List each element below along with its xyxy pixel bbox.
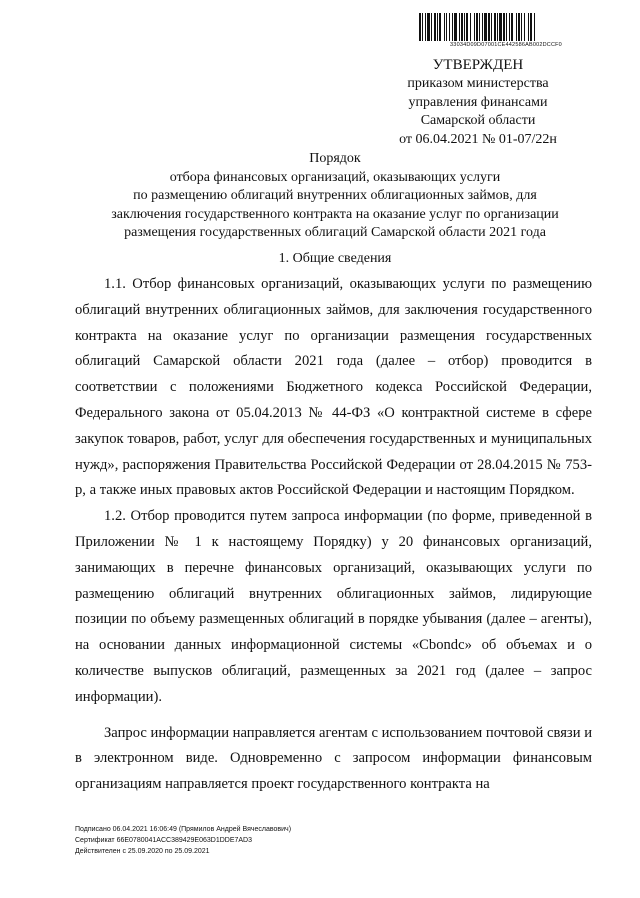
document-title-line: размещения государственных облигаций Самарской области 2021 года	[124, 225, 546, 240]
signature-validity: Действителен с 25.09.2020 по 25.09.2021	[75, 848, 210, 855]
digital-signature-block	[75, 824, 395, 857]
barcode-number: 33034D09D07001CE442586AB002DCCF0	[450, 42, 562, 48]
approval-line: Самарской области	[420, 113, 536, 129]
document-title	[60, 150, 610, 243]
paragraph-request-info: Запрос информации направляется агентам с использованием почтовой связи и в электронном виде. Одновременно с запросом информации финансовым организациям направляется проект государственного контракта на	[75, 724, 592, 793]
approval-title: УТВЕРЖДЕН	[432, 57, 524, 73]
document-title-line: по размещению облигаций внутренних облигационных займов, для	[133, 188, 537, 203]
approval-line: приказом министерства	[407, 76, 549, 91]
signature-certificate: Сертификат 66E0780041ACC389429E063D1DDE7AD3	[75, 837, 253, 844]
approval-line: от 06.04.2021 № 01-07/22н	[399, 131, 557, 147]
approval-stamp	[368, 55, 588, 149]
barcode	[419, 13, 591, 41]
document-title-line: отбора финансовых организаций, оказывающих услуги	[169, 169, 501, 185]
document-title-line: заключения государственного контракта на оказание услуг по организации	[111, 206, 559, 222]
approval-line: управления финансами	[408, 94, 548, 110]
section-heading: 1. Общие сведения	[278, 251, 392, 266]
paragraph-1-1: 1.1. Отбор финансовых организаций, оказывающих услуги по размещению облигаций внутренних облигационных займов, для заключения государственного контракта на оказание услуг по организации размещения государственных облигаций Самарской области 2021 года (далее – отбор) проводится в соответствии с положениями Бюджетного кодекса Российской Федерации, Федерального закона от 05.04.2013 № 44-ФЗ «О контрактной системе в сфере закупок товаров, работ, услуг для обеспечения государственных и муниципальных нужд», распоряжения Правительства Российской Федерации от 28.04.2015 № 753-р, а также иных правовых актов Российской Федерации и настоящим Порядком.	[75, 276, 592, 499]
signature-signed: Подписано 06.04.2021 16:06:49 (Прямилов Андрей Вячеславович)	[75, 826, 292, 833]
document-title-line: Порядок	[309, 151, 361, 166]
paragraph-1-2: 1.2. Отбор проводится путем запроса информации (по форме, приведенной в Приложении № 1 к настоящему Порядку) у 20 финансовых организаций, занимающих в перечне финансовых организаций, оказывающих услуги по размещению облигаций внутренних облигационных займов, лидирующие позиции по объему размещенных облигаций в порядке убывания (далее – агенты), на основании данных информационной системы «Cbondc» об объемах и о количестве выпусков облигаций, размещенных за 2021 год (далее – запрос информации).	[75, 508, 592, 705]
document-body	[75, 272, 592, 798]
